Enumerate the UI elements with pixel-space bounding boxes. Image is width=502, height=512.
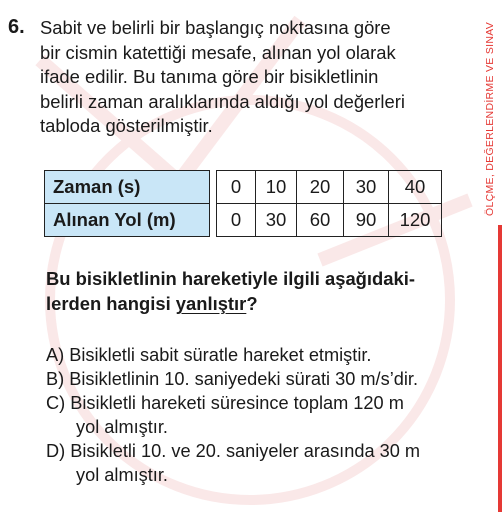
option-b[interactable] bbox=[46, 367, 420, 391]
option-label: C) bbox=[46, 393, 66, 413]
question-prompt bbox=[46, 266, 415, 316]
prompt-line: Bu bisikletlinin hareketiyle ilgili aşağıdaki- bbox=[46, 268, 415, 289]
question-number: 6. bbox=[8, 16, 25, 38]
option-label: B) bbox=[46, 369, 65, 389]
option-text: Bisikletli sabit süratle hareket etmiştir. bbox=[69, 345, 372, 365]
prompt-text: ? bbox=[246, 293, 258, 314]
table-cell: 20 bbox=[297, 171, 344, 204]
table-cell: 60 bbox=[297, 204, 344, 237]
prompt-line bbox=[46, 291, 415, 316]
side-label: ÖLÇME, DEĞERLENDİRME VE SINAV bbox=[484, 21, 496, 216]
option-a[interactable] bbox=[46, 343, 420, 367]
table-cell: 90 bbox=[344, 204, 389, 237]
option-label: A) bbox=[46, 345, 65, 365]
table-gap bbox=[210, 204, 217, 237]
option-text-continued: yol almıştır. bbox=[76, 417, 168, 437]
table-cell: 10 bbox=[256, 171, 297, 204]
question-stem bbox=[40, 16, 470, 139]
table-cell: 120 bbox=[389, 204, 442, 237]
table-cell: 30 bbox=[256, 204, 297, 237]
table-cell: 0 bbox=[217, 204, 256, 237]
table-cell: 0 bbox=[217, 171, 256, 204]
option-text: Bisikletli hareketi süresince toplam 120 m bbox=[70, 393, 404, 413]
answer-options bbox=[46, 343, 420, 487]
option-text: Bisikletlinin 10. saniyedeki sürati 30 m/s’dir. bbox=[69, 369, 418, 389]
table-cell: 30 bbox=[344, 171, 389, 204]
table-gap bbox=[210, 171, 217, 204]
option-d[interactable] bbox=[46, 439, 420, 487]
data-table bbox=[44, 170, 442, 237]
stem-line: Sabit ve belirli bir başlangıç noktasına göre bbox=[40, 17, 391, 38]
stem-line: ifade edilir. Bu tanıma göre bir bisikletlinin bbox=[40, 66, 379, 87]
prompt-text: lerden hangisi bbox=[46, 293, 176, 314]
table-row bbox=[45, 171, 442, 204]
option-label: D) bbox=[46, 441, 66, 461]
row-header-time: Zaman (s) bbox=[45, 171, 210, 204]
option-text-continued: yol almıştır. bbox=[76, 465, 168, 485]
table-row bbox=[45, 204, 442, 237]
stem-line: tabloda gösterilmiştir. bbox=[40, 115, 213, 136]
table-cell: 40 bbox=[389, 171, 442, 204]
stem-line: belirli zaman aralıklarında aldığı yol değerleri bbox=[40, 90, 405, 112]
row-header-distance: Alınan Yol (m) bbox=[45, 204, 210, 237]
side-accent-bar bbox=[498, 225, 502, 512]
prompt-emphasis: yanlıştır bbox=[175, 293, 247, 314]
stem-line: bir cismin katettiği mesafe, alınan yol olarak bbox=[40, 41, 396, 63]
option-c[interactable] bbox=[46, 391, 420, 439]
option-text: Bisikletli 10. ve 20. saniyeler arasında 30 m bbox=[70, 441, 421, 461]
